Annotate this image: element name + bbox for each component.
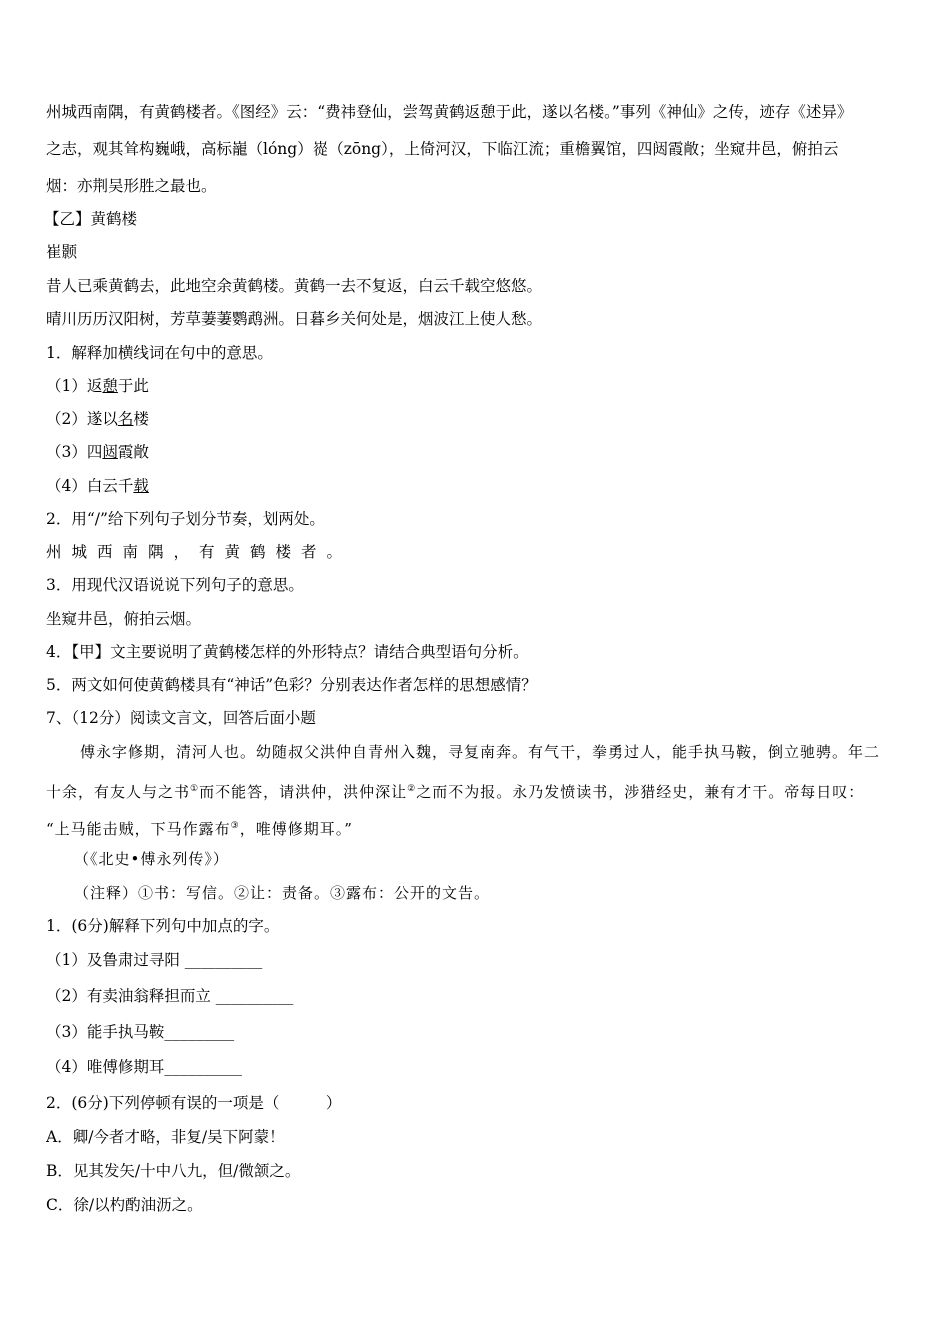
jia-line: 之志，观其耸构巍峨，高标巃（lóng）嵸（zōng），上倚河汉，下临江流；重檐翼馆，四闼霞敞；坐窥井邑，俯拍云 <box>46 140 839 158</box>
jia-line: 州城西南隅，有黄鹤楼者。《图经》云：“费祎登仙，尝驾黄鹤返憩于此，遂以名楼。”事列《神仙》之传，迹存《述异》 <box>46 103 853 121</box>
passage-line: “上马能击贼，下马作露布③，唯傅修期耳。” <box>46 820 353 838</box>
option-a: A．卿/今者才略，非复/吴下阿蒙！ <box>46 1128 285 1146</box>
option-c: C．徐/以杓酌油沥之。 <box>46 1196 203 1214</box>
jia-line: 烟：亦荆吴形胜之最也。 <box>46 177 217 195</box>
q2-sentence: 州城西南隅，有黄鹤楼者。 <box>46 543 353 561</box>
question-1: 1．解释加横线词在句中的意思。 <box>46 344 273 362</box>
s1-item: （4）唯傅修期耳__________ <box>46 1058 242 1076</box>
poem-line: 晴川历历汉阳树，芳草萋萋鹦鹉洲。日暮乡关何处是，烟波江上使人愁。 <box>46 310 543 328</box>
passage-line: 十余，有友人与之书①而不能答，请洪仲，洪仲深让②之而不为报。永乃发愤读书，涉猎经史，兼有才干。帝每日叹： <box>46 783 865 801</box>
q1-item: （4）白云千载 <box>46 477 149 495</box>
sub-question-1: 1．(6分)解释下列句中加点的字。 <box>46 917 280 935</box>
passage-line: 傅永字修期，清河人也。幼随叔父洪仲自青州入魏，寻复南奔。有气干，拳勇过人，能手执马鞍，倒立驰骋。年二 <box>80 743 881 761</box>
s1-item: （1）及鲁肃过寻阳 __________ <box>46 951 263 969</box>
yi-title: 【乙】黄鹤楼 <box>44 210 138 228</box>
question-2: 2．用“/”给下列句子划分节奏，划两处。 <box>46 510 325 528</box>
q3-sentence: 坐窥井邑，俯拍云烟。 <box>46 610 202 628</box>
question-3: 3．用现代汉语说说下列句子的意思。 <box>46 576 304 594</box>
passage-notes: （注释）①书：写信。②让：责备。③露布：公开的文告。 <box>74 884 491 902</box>
question-4: 4．【甲】文主要说明了黄鹤楼怎样的外形特点？请结合典型语句分析。 <box>46 643 529 661</box>
s1-item: （2）有卖油翁释担而立 __________ <box>46 987 294 1005</box>
s1-item: （3）能手执马鞍_________ <box>46 1023 235 1041</box>
question-7: 7、（12分）阅读文言文，回答后面小题 <box>46 709 316 727</box>
question-5: 5．两文如何使黄鹤楼具有“神话”色彩？分别表达作者怎样的思想感情？ <box>46 676 537 694</box>
q1-item: （1）返憩于此 <box>46 377 149 395</box>
poem-line: 昔人已乘黄鹤去，此地空余黄鹤楼。黄鹤一去不复返，白云千载空悠悠。 <box>46 277 543 295</box>
q1-item: （3）四闼霞敞 <box>46 443 149 461</box>
poem-author: 崔颢 <box>46 243 78 261</box>
sub-question-2: 2．(6分)下列停顿有误的一项是（ ） <box>46 1094 342 1112</box>
q1-item: （2）遂以名楼 <box>46 410 149 428</box>
passage-source: （《北史•傅永列传》） <box>74 850 229 868</box>
option-b: B．见其发矢/十中八九，但/微颔之。 <box>46 1162 301 1180</box>
